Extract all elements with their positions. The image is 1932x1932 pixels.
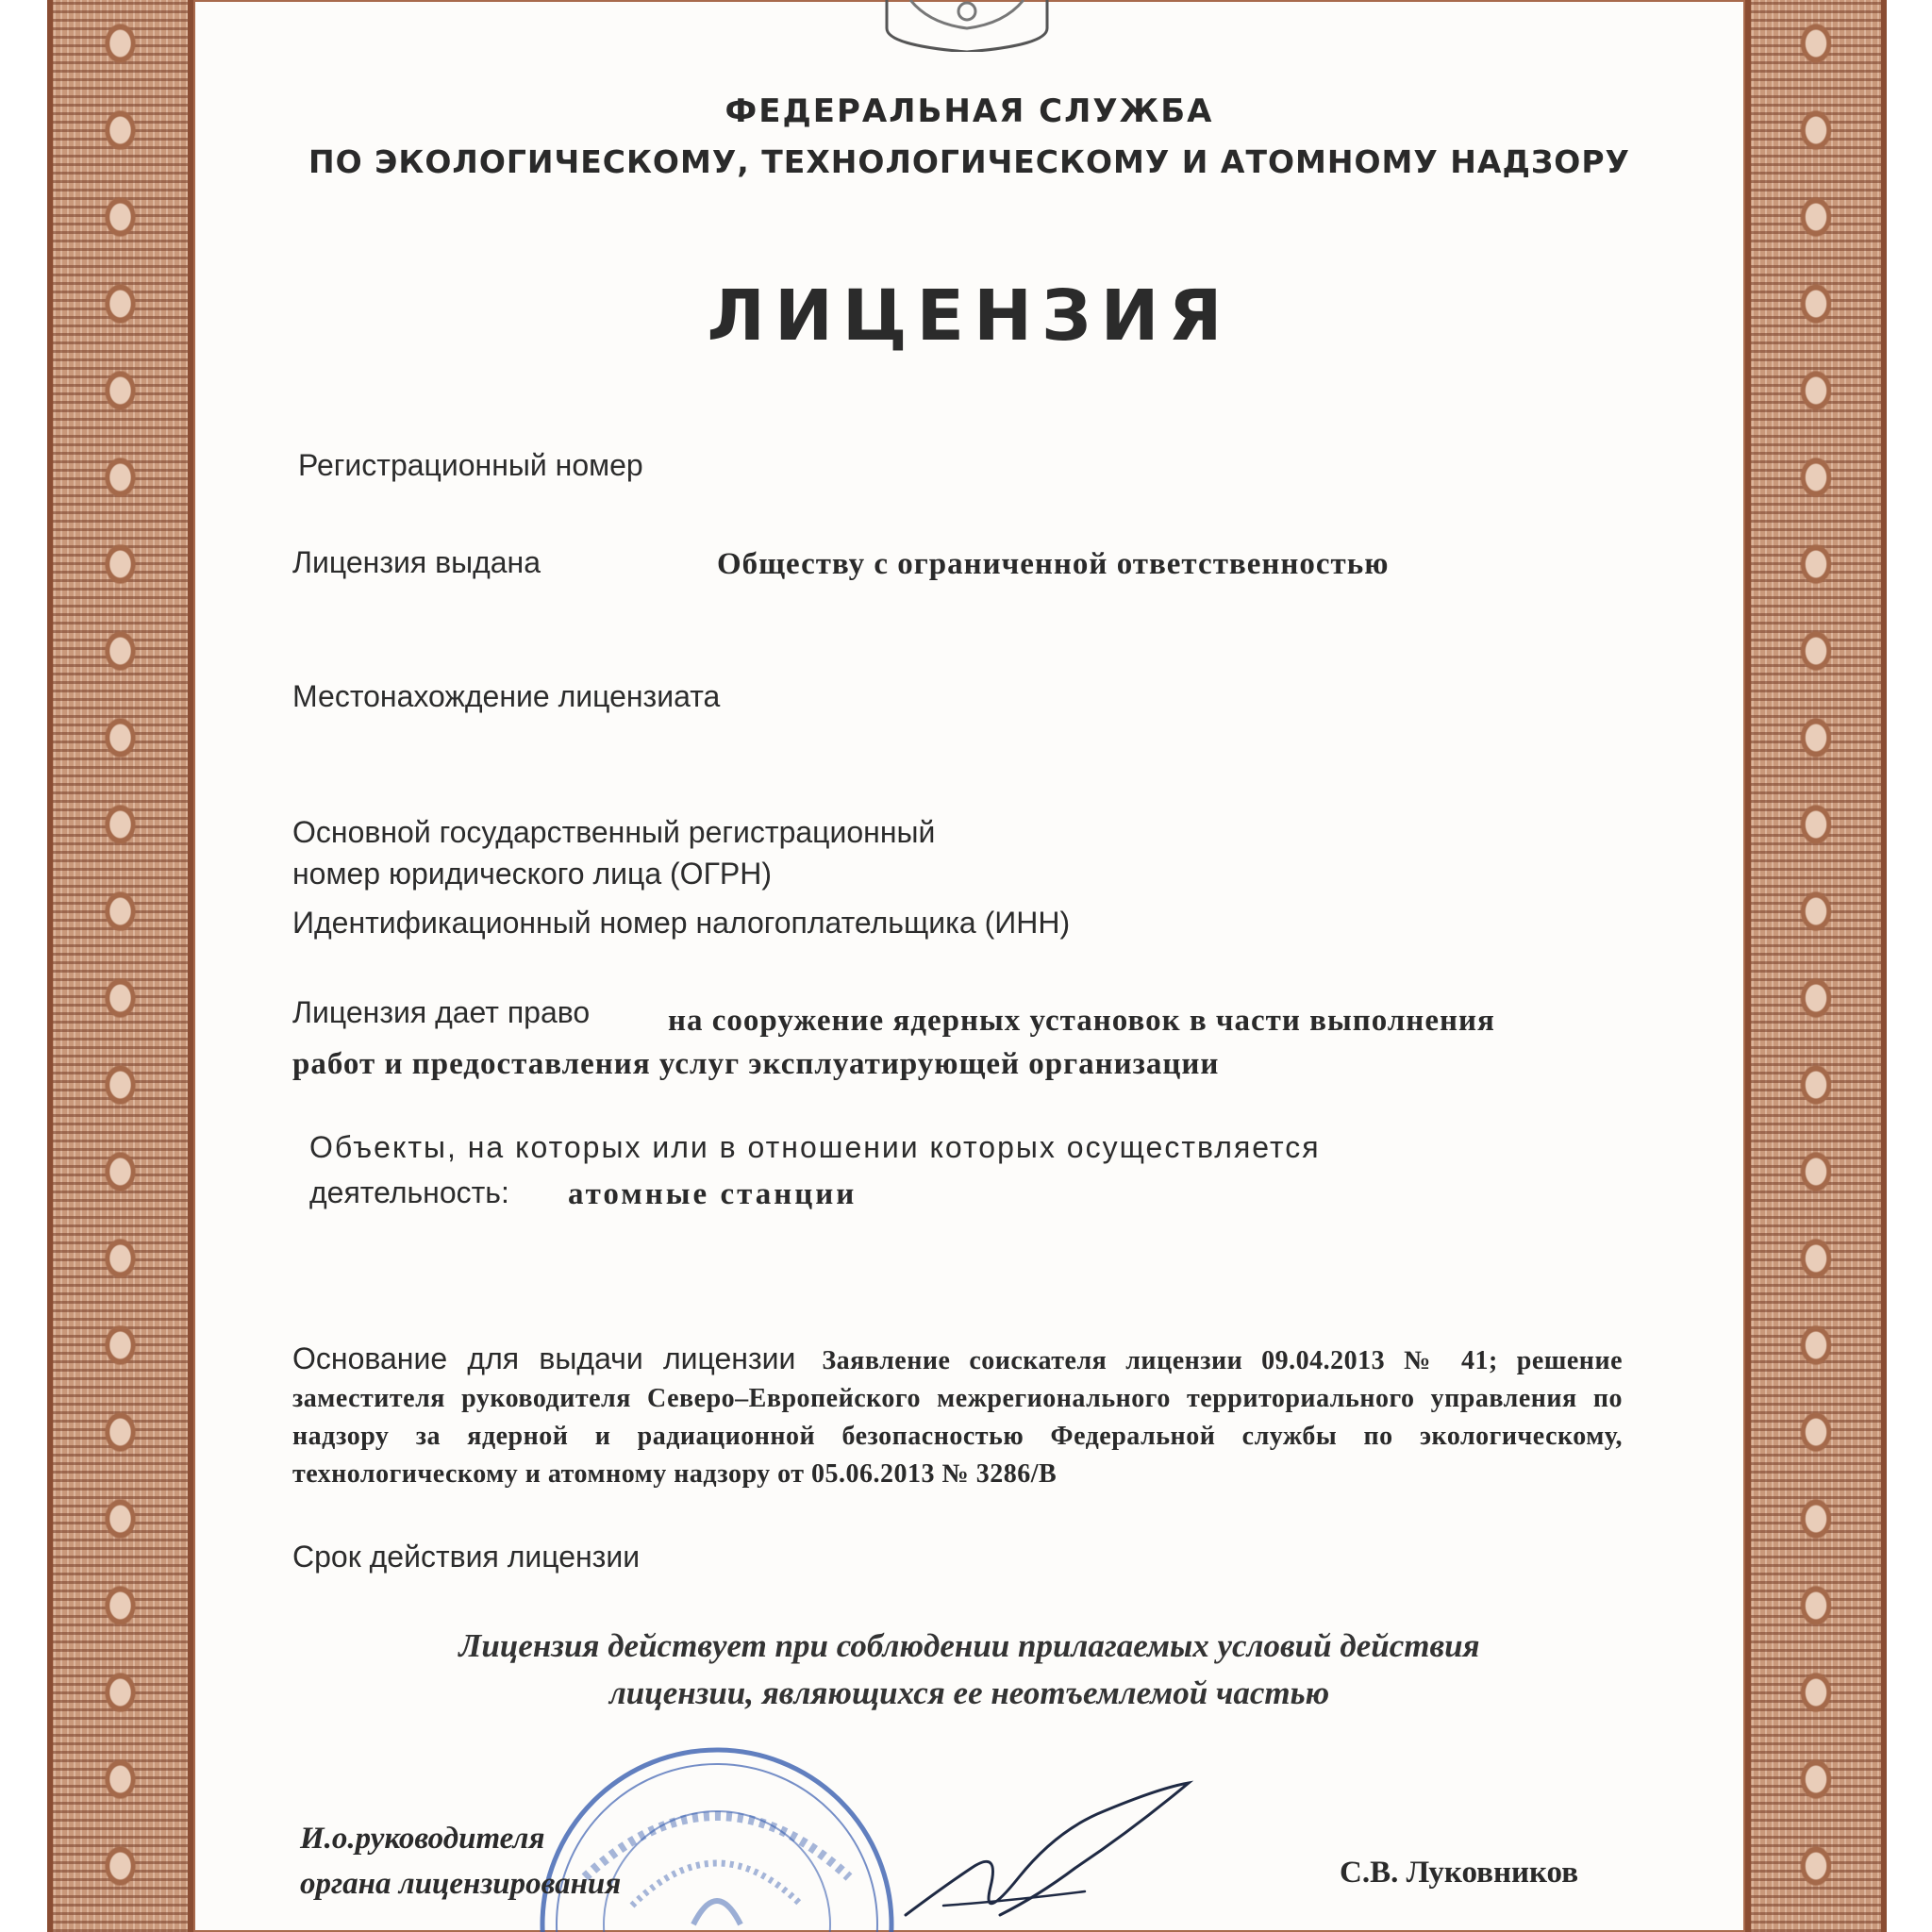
basis-value: Заявление соискателя лицензии 09.04.2013 № 41; решение заместителя руководителя Северо–Европейского межрегионального территориального управления по надзору за ядерной и радиационной безопасностью Федеральной службы по экологическому, технологическому и атомному надзору от 05.06.2013 № 3286/В — [292, 1346, 1624, 1489]
document-title: ЛИЦЕНЗИЯ — [707, 275, 1232, 357]
coat-of-arms-icon — [873, 0, 1061, 52]
inn-label: Идентификационный номер налогоплательщика (ИНН) — [292, 906, 1071, 940]
ornamental-border-right — [1745, 0, 1887, 1932]
agency-name-line1: ФЕДЕРАЛЬНАЯ СЛУЖБА — [724, 92, 1214, 130]
handwritten-signature-icon — [887, 1774, 1208, 1932]
location-label: Местонахождение лицензиата — [292, 679, 721, 713]
conditions-note-line1: Лицензия действует при соблюдении прилагаемых условий действия — [458, 1627, 1480, 1664]
issued-to-value: Обществу с ограниченной ответственностью — [717, 547, 1390, 581]
signatory-position — [300, 1816, 621, 1907]
border-edge — [47, 0, 53, 1932]
ornamental-border-left — [47, 0, 193, 1932]
conditions-note-line2: лицензии, являющихся ее неотъемлемой частью — [608, 1674, 1330, 1711]
basis-label: Основание для выдачи лицензии — [292, 1341, 796, 1375]
signatory-name: С.В. Луковников — [1340, 1856, 1579, 1890]
signatory-position-line1: И.о.руководителя — [300, 1822, 545, 1856]
border-edge — [1881, 0, 1887, 1932]
reg-number-label: Регистрационный номер — [298, 448, 643, 482]
right-value-line2: работ и предоставления услуг эксплуатирующей организации — [292, 1047, 1220, 1081]
right-label: Лицензия дает право — [292, 995, 591, 1029]
agency-name-line2: ПО ЭКОЛОГИЧЕСКОМУ, ТЕХНОЛОГИЧЕСКОМУ И АТОМНОМУ НАДЗОРУ — [308, 143, 1630, 180]
signatory-position-line2: органа лицензирования — [300, 1867, 622, 1901]
right-value-line1: на сооружение ядерных установок в части выполнения — [668, 1004, 1495, 1038]
issued-to-label: Лицензия выдана — [292, 545, 541, 579]
ogrn-label-line1: Основной государственный регистрационный — [292, 815, 936, 849]
basis-paragraph — [292, 1340, 1623, 1493]
ogrn-label-line2: номер юридического лица (ОГРН) — [292, 857, 772, 891]
objects-label-line1: Объекты, на которых или в отношении которых осуществляется — [309, 1130, 1321, 1164]
validity-label: Срок действия лицензии — [292, 1540, 641, 1574]
conditions-note — [193, 1623, 1745, 1717]
objects-label-line2: деятельность: — [309, 1175, 509, 1209]
objects-value: атомные станции — [568, 1177, 858, 1211]
border-edge — [1745, 0, 1751, 1932]
